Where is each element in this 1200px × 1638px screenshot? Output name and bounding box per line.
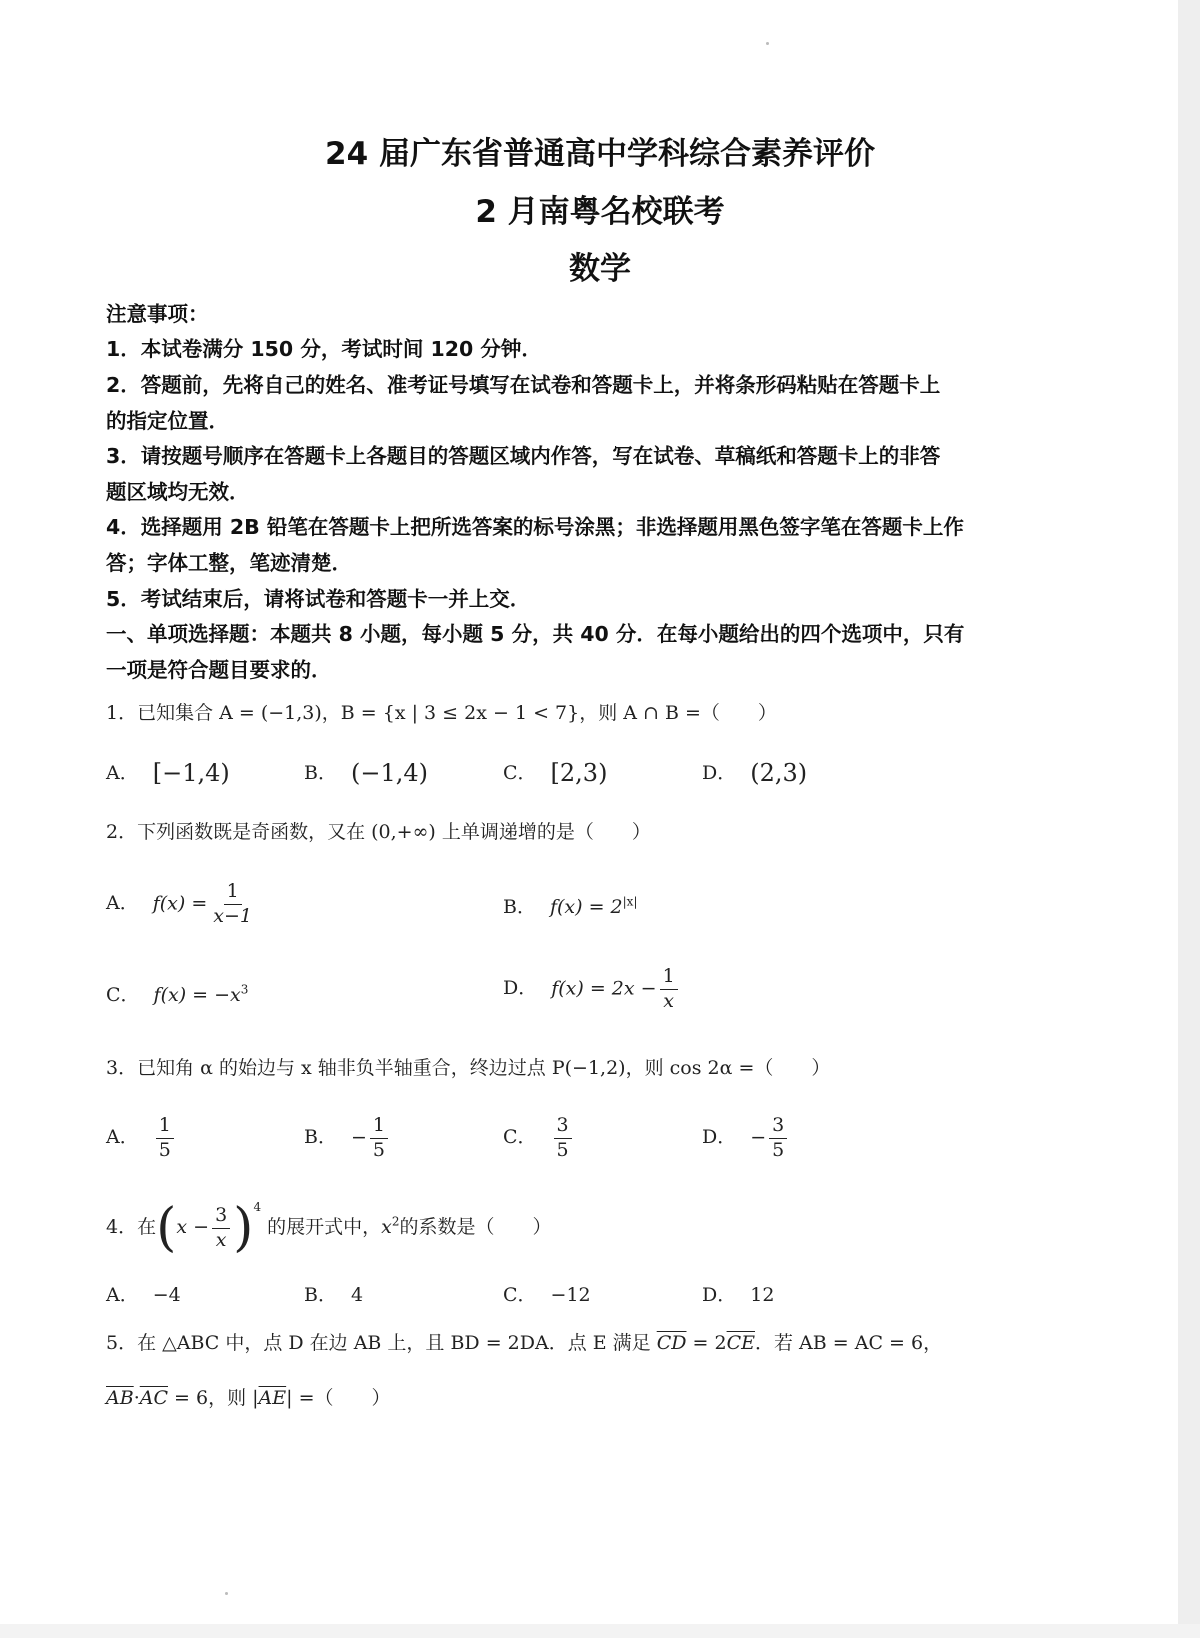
q3-option-c — [503, 1114, 575, 1163]
option-label: D． — [702, 762, 737, 784]
fraction — [212, 1204, 230, 1253]
q3-option-a — [106, 1114, 177, 1163]
vector-ae: $\overline{AE}$ — [258, 1387, 287, 1409]
section-heading-cont: 一项是符合题目要求的． — [106, 658, 332, 682]
notice-line: 的指定位置． — [106, 409, 229, 433]
section-heading: 一、单项选择题：本题共 8 小题，每小题 5 分，共 40 分．在每小题给出的四个选项中，只有 — [106, 622, 965, 646]
option-value: [−1,4) — [152, 759, 230, 787]
q2-option-b — [503, 892, 638, 919]
left-paren: ( — [156, 1198, 177, 1258]
q5-eq: = 2 — [692, 1332, 727, 1354]
scan-speck — [766, 42, 769, 45]
option-label: C． — [503, 762, 537, 784]
option-label: A． — [106, 892, 139, 915]
fraction — [660, 965, 678, 1014]
vector-ce: $\overline{CE}$ — [726, 1332, 756, 1354]
q1-option-b — [304, 758, 428, 787]
q4-option-a — [106, 1280, 181, 1307]
option-lhs: f(x) = — [152, 892, 208, 915]
exponent: 3 — [240, 982, 249, 997]
q1-option-d — [702, 758, 807, 787]
notice-heading: 注意事项： — [106, 302, 209, 326]
vector-ab: $\overline{AB}$ — [106, 1387, 134, 1409]
dot-operator: · — [133, 1387, 140, 1409]
x-power: 2 — [391, 1214, 400, 1229]
sign: − — [750, 1126, 767, 1149]
option-value: (−1,4) — [350, 759, 428, 787]
option-value: (2,3) — [750, 759, 808, 787]
option-value: 4 — [350, 1284, 364, 1306]
q3-option-d — [702, 1114, 790, 1163]
exponent: |x| — [622, 894, 638, 909]
q4-prefix: 4．在 — [106, 1216, 157, 1238]
option-value: 12 — [750, 1284, 775, 1306]
option-label: A． — [106, 762, 139, 784]
denominator: x — [663, 989, 674, 1012]
q4-suffix-b: 的系数是（ ） — [399, 1216, 552, 1238]
fraction — [769, 1114, 787, 1163]
notice-line: 答；字体工整，笔迹清楚． — [106, 551, 352, 575]
scan-edge-bottom — [0, 1624, 1200, 1638]
numerator: 1 — [370, 1114, 388, 1139]
fraction — [554, 1114, 572, 1163]
fraction — [156, 1114, 174, 1163]
q1-option-a — [106, 758, 230, 787]
q4-option-c — [503, 1280, 591, 1307]
power: 4 — [253, 1200, 262, 1214]
question-2-stem: 2．下列函数既是奇函数，又在 (0,+∞) 上单调递增的是（ ） — [106, 821, 651, 843]
denominator: 5 — [556, 1138, 569, 1161]
q2-option-d — [503, 965, 681, 1014]
option-label: C． — [503, 1284, 537, 1306]
option-label: A． — [106, 1126, 139, 1149]
scan-speck — [225, 1592, 228, 1595]
question-5-stem-cont — [106, 1383, 391, 1410]
option-lhs: f(x) = 2 — [549, 896, 623, 918]
option-label: B． — [304, 1284, 337, 1306]
option-label: D． — [702, 1284, 737, 1306]
denominator: 5 — [772, 1138, 785, 1161]
q5-text-b: ．若 AB = AC = 6， — [755, 1332, 943, 1354]
notice-line: 4．选择题用 2B 铅笔在答题卡上把所选答案的标号涂黑；非选择题用黑色签字笔在答题卡上作 — [106, 515, 964, 539]
exam-title: 24 届广东省普通高中学科综合素养评价 — [325, 136, 875, 172]
option-value: −4 — [152, 1284, 181, 1306]
numerator: 1 — [660, 965, 678, 990]
q4-option-b — [304, 1280, 363, 1307]
q2-option-c — [106, 980, 248, 1007]
notice-line: 2．答题前，先将自己的姓名、准考证号填写在试卷和答题卡上，并将条形码粘贴在答题卡上 — [106, 373, 941, 397]
option-value: [2,3) — [550, 759, 608, 787]
option-label: B． — [304, 1126, 337, 1149]
numerator: 3 — [769, 1114, 787, 1139]
numerator: 3 — [554, 1114, 572, 1139]
option-label: A． — [106, 1284, 139, 1306]
sign: − — [350, 1126, 367, 1149]
notice-line: 5．考试结束后，请将试卷和答题卡一并上交． — [106, 587, 531, 611]
question-1-stem: 1．已知集合 A = (−1,3)，B = {x | 3 ≤ 2x − 1 < 7}，则 A ∩ B =（ ） — [106, 702, 777, 724]
question-4-stem — [106, 1198, 552, 1258]
option-label: C． — [503, 1126, 537, 1149]
option-label: B． — [503, 896, 536, 918]
q1-option-c — [503, 758, 607, 787]
numerator: 3 — [212, 1204, 230, 1229]
denominator: 5 — [158, 1138, 171, 1161]
denominator: 5 — [372, 1138, 385, 1161]
notice-line: 题区域均无效． — [106, 480, 250, 504]
option-lhs: f(x) = 2x − — [551, 977, 657, 1000]
exam-subtitle: 2 月南粤名校联考 — [475, 194, 725, 230]
q4-option-d — [702, 1280, 774, 1307]
q5-text-c: = 6，则 | — [174, 1387, 259, 1409]
fraction — [210, 880, 255, 929]
notice-line: 1．本试卷满分 150 分，考试时间 120 分钟． — [106, 337, 542, 361]
subject-title: 数学 — [569, 251, 631, 287]
x-variable: x — [381, 1216, 392, 1238]
fraction — [370, 1114, 388, 1163]
option-label: D． — [503, 977, 538, 1000]
numerator: 1 — [224, 880, 242, 905]
q5-text-d: | =（ ） — [286, 1387, 391, 1409]
option-value: −12 — [550, 1284, 591, 1306]
option-label: C． — [106, 984, 140, 1006]
numerator: 1 — [156, 1114, 174, 1139]
denominator: x — [215, 1228, 227, 1251]
notice-line: 3．请按题号顺序在答题卡上各题目的答题区域内作答，写在试卷、草稿纸和答题卡上的非答 — [106, 444, 941, 468]
question-3-stem: 3．已知角 α 的始边与 x 轴非负半轴重合，终边过点 P(−1,2)，则 cos 2α =（ ） — [106, 1057, 831, 1079]
option-label: D． — [702, 1126, 737, 1149]
right-paren: ) — [233, 1198, 254, 1258]
denominator: x−1 — [213, 904, 253, 927]
question-5-stem — [106, 1328, 942, 1355]
q5-text: 5．在 △ABC 中，点 D 在边 AB 上，且 BD = 2DA．点 E 满足 — [106, 1332, 651, 1354]
q4-inner: x − — [176, 1216, 210, 1238]
option-label: B． — [304, 762, 337, 784]
q3-option-b — [304, 1114, 391, 1163]
q4-suffix: 的展开式中， — [267, 1216, 382, 1238]
vector-ac: $\overline{AC}$ — [139, 1387, 168, 1409]
option-lhs: f(x) = −x — [153, 984, 241, 1006]
q2-option-a — [106, 880, 258, 929]
vector-cd: $\overline{CD}$ — [656, 1332, 687, 1354]
